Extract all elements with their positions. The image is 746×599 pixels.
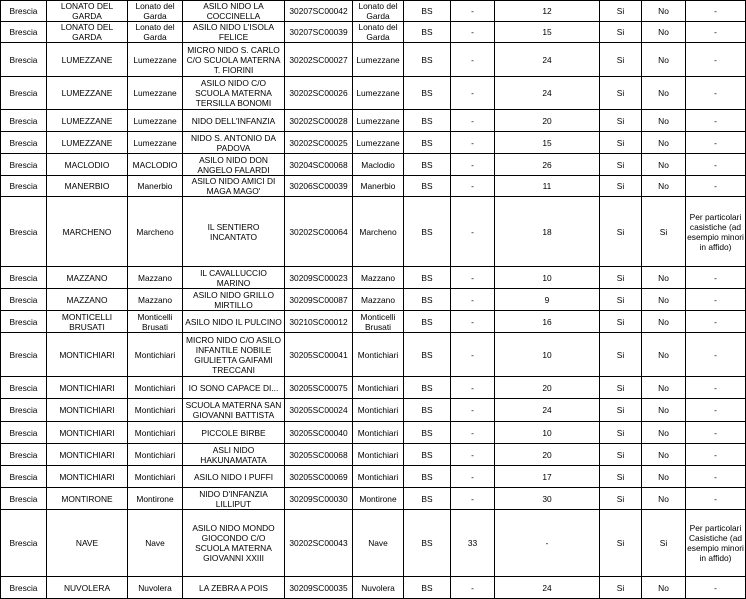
codice-cell: 30205SC00024 xyxy=(285,399,353,422)
comune-cell: LUMEZZANE xyxy=(47,43,128,77)
comune-cell: MAZZANO xyxy=(47,267,128,289)
table-row xyxy=(1,176,746,197)
provincia-code-cell: BS xyxy=(404,176,451,197)
posti-cell: 18 xyxy=(495,197,600,267)
posti-cell: 20 xyxy=(495,110,600,132)
comune-alt-cell: Lumezzane xyxy=(353,110,404,132)
comune-name-cell: Mazzano xyxy=(128,267,183,289)
provincia-code-cell: BS xyxy=(404,333,451,377)
comune-cell: MAZZANO xyxy=(47,289,128,311)
table-row xyxy=(1,399,746,422)
provincia-cell: Brescia xyxy=(1,154,47,176)
struttura-name-cell: ASILO NIDO AMICI DI MAGA MAGO' xyxy=(183,176,285,197)
col11-cell: No xyxy=(642,399,686,422)
col11-cell: No xyxy=(642,488,686,510)
provincia-cell: Brescia xyxy=(1,333,47,377)
posti-cell: 24 xyxy=(495,43,600,77)
table-row xyxy=(1,488,746,510)
col10-cell: Si xyxy=(600,510,642,577)
codice-cell: 30209SC00035 xyxy=(285,577,353,599)
col10-cell: Si xyxy=(600,43,642,77)
table-row xyxy=(1,22,746,43)
comune-name-cell: Lumezzane xyxy=(128,77,183,110)
provincia-cell: Brescia xyxy=(1,311,47,333)
posti-cell: 20 xyxy=(495,444,600,466)
note-cell: - xyxy=(686,444,746,466)
col10-cell: Si xyxy=(600,176,642,197)
provincia-cell: Brescia xyxy=(1,488,47,510)
note-cell: - xyxy=(686,154,746,176)
codice-cell: 30209SC00087 xyxy=(285,289,353,311)
comune-cell: MONTIRONE xyxy=(47,488,128,510)
table-row xyxy=(1,311,746,333)
col8-cell: - xyxy=(451,377,495,399)
col10-cell: Si xyxy=(600,399,642,422)
provincia-cell: Brescia xyxy=(1,110,47,132)
comune-alt-cell: Monticelli Brusati xyxy=(353,311,404,333)
note-cell: - xyxy=(686,22,746,43)
struttura-name-cell: ASILO NIDO I PUFFI xyxy=(183,466,285,488)
col10-cell: Si xyxy=(600,1,642,22)
struttura-name-cell: IL CAVALLUCCIO MARINO xyxy=(183,267,285,289)
comune-cell: NUVOLERA xyxy=(47,577,128,599)
comune-name-cell: Nuvolera xyxy=(128,577,183,599)
provincia-code-cell: BS xyxy=(404,577,451,599)
col8-cell: - xyxy=(451,488,495,510)
provincia-code-cell: BS xyxy=(404,377,451,399)
struttura-name-cell: IL SENTIERO INCANTATO xyxy=(183,197,285,267)
table-row xyxy=(1,77,746,110)
comune-name-cell: Montichiari xyxy=(128,333,183,377)
provincia-cell: Brescia xyxy=(1,1,47,22)
col8-cell: - xyxy=(451,333,495,377)
codice-cell: 30205SC00040 xyxy=(285,422,353,444)
col10-cell: Si xyxy=(600,444,642,466)
struttura-name-cell: NIDO DELL'INFANZIA xyxy=(183,110,285,132)
comune-alt-cell: Montichiari xyxy=(353,422,404,444)
col8-cell: - xyxy=(451,110,495,132)
note-cell: - xyxy=(686,77,746,110)
table-row xyxy=(1,197,746,267)
codice-cell: 30206SC00039 xyxy=(285,176,353,197)
col8-cell: - xyxy=(451,466,495,488)
table-row xyxy=(1,154,746,176)
comune-name-cell: Lumezzane xyxy=(128,110,183,132)
comune-cell: LUMEZZANE xyxy=(47,110,128,132)
table-row xyxy=(1,422,746,444)
comune-name-cell: Lumezzane xyxy=(128,43,183,77)
codice-cell: 30205SC00068 xyxy=(285,444,353,466)
provincia-code-cell: BS xyxy=(404,488,451,510)
posti-cell: 24 xyxy=(495,577,600,599)
col8-cell: - xyxy=(451,1,495,22)
note-cell: - xyxy=(686,466,746,488)
col8-cell: 33 xyxy=(451,510,495,577)
comune-name-cell: Manerbio xyxy=(128,176,183,197)
table-row xyxy=(1,510,746,577)
col11-cell: No xyxy=(642,43,686,77)
codice-cell: 30207SC00039 xyxy=(285,22,353,43)
provincia-cell: Brescia xyxy=(1,132,47,154)
struttura-name-cell: NIDO S. ANTONIO DA PADOVA xyxy=(183,132,285,154)
comune-name-cell: Lonato del Garda xyxy=(128,22,183,43)
comune-cell: MANERBIO xyxy=(47,176,128,197)
provincia-code-cell: BS xyxy=(404,77,451,110)
provincia-code-cell: BS xyxy=(404,510,451,577)
struttura-name-cell: ASILO NIDO C/O SCUOLA MATERNA TERSILLA BONOMI xyxy=(183,77,285,110)
comune-cell: MARCHENO xyxy=(47,197,128,267)
comune-alt-cell: Nave xyxy=(353,510,404,577)
col11-cell: No xyxy=(642,377,686,399)
comune-name-cell: Lonato del Garda xyxy=(128,1,183,22)
struttura-name-cell: MICRO NIDO S. CARLO C/O SCUOLA MATERNA T. FIORINI xyxy=(183,43,285,77)
provincia-code-cell: BS xyxy=(404,1,451,22)
col10-cell: Si xyxy=(600,377,642,399)
struttura-name-cell: ASILO NIDO DON ANGELO FALARDI xyxy=(183,154,285,176)
provincia-code-cell: BS xyxy=(404,267,451,289)
posti-cell: 10 xyxy=(495,267,600,289)
note-cell: - xyxy=(686,267,746,289)
posti-cell: 12 xyxy=(495,1,600,22)
struttura-name-cell: ASLI NIDO HAKUNAMATATA xyxy=(183,444,285,466)
comune-alt-cell: Montichiari xyxy=(353,444,404,466)
col11-cell: No xyxy=(642,176,686,197)
comune-alt-cell: Marcheno xyxy=(353,197,404,267)
provincia-code-cell: BS xyxy=(404,399,451,422)
provincia-cell: Brescia xyxy=(1,22,47,43)
comune-alt-cell: Mazzano xyxy=(353,267,404,289)
codice-cell: 30205SC00041 xyxy=(285,333,353,377)
comune-name-cell: Montichiari xyxy=(128,399,183,422)
col10-cell: Si xyxy=(600,267,642,289)
col8-cell: - xyxy=(451,289,495,311)
table-row xyxy=(1,289,746,311)
provincia-code-cell: BS xyxy=(404,22,451,43)
comune-cell: MONTICHIARI xyxy=(47,399,128,422)
table-body xyxy=(1,1,746,599)
provincia-cell: Brescia xyxy=(1,444,47,466)
comune-cell: LUMEZZANE xyxy=(47,132,128,154)
table-row xyxy=(1,1,746,22)
col11-cell: No xyxy=(642,267,686,289)
codice-cell: 30204SC00068 xyxy=(285,154,353,176)
struttura-name-cell: ASILO NIDO MONDO GIOCONDO C/O SCUOLA MATERNA GIOVANNI XXIII xyxy=(183,510,285,577)
col8-cell: - xyxy=(451,444,495,466)
posti-cell: 24 xyxy=(495,399,600,422)
note-cell: Per particolari casistiche (ad esempio minori in affido) xyxy=(686,197,746,267)
col8-cell: - xyxy=(451,399,495,422)
comune-alt-cell: Lumezzane xyxy=(353,132,404,154)
table-row xyxy=(1,110,746,132)
provincia-cell: Brescia xyxy=(1,289,47,311)
comune-alt-cell: Montichiari xyxy=(353,333,404,377)
codice-cell: 30202SC00025 xyxy=(285,132,353,154)
col11-cell: No xyxy=(642,110,686,132)
table-row xyxy=(1,43,746,77)
col11-cell: No xyxy=(642,333,686,377)
col8-cell: - xyxy=(451,176,495,197)
comune-name-cell: Nave xyxy=(128,510,183,577)
comune-alt-cell: Lonato del Garda xyxy=(353,22,404,43)
comune-alt-cell: Lumezzane xyxy=(353,43,404,77)
col8-cell: - xyxy=(451,43,495,77)
comune-cell: MONTICHIARI xyxy=(47,444,128,466)
note-cell: - xyxy=(686,422,746,444)
col8-cell: - xyxy=(451,197,495,267)
col10-cell: Si xyxy=(600,197,642,267)
posti-cell: - xyxy=(495,510,600,577)
posti-cell: 26 xyxy=(495,154,600,176)
comune-name-cell: Montirone xyxy=(128,488,183,510)
comune-alt-cell: Montichiari xyxy=(353,377,404,399)
provincia-code-cell: BS xyxy=(404,466,451,488)
note-cell: - xyxy=(686,176,746,197)
posti-cell: 15 xyxy=(495,22,600,43)
col11-cell: No xyxy=(642,444,686,466)
comune-alt-cell: Lonato del Garda xyxy=(353,1,404,22)
provincia-code-cell: BS xyxy=(404,110,451,132)
comune-name-cell: Montichiari xyxy=(128,444,183,466)
comune-cell: LONATO DEL GARDA xyxy=(47,1,128,22)
col11-cell: No xyxy=(642,77,686,110)
provincia-cell: Brescia xyxy=(1,197,47,267)
comune-cell: MACLODIO xyxy=(47,154,128,176)
col11-cell: No xyxy=(642,132,686,154)
comune-cell: MONTICELLI BRUSATI xyxy=(47,311,128,333)
struttura-name-cell: ASILO NIDO GRILLO MIRTILLO xyxy=(183,289,285,311)
note-cell: - xyxy=(686,399,746,422)
col11-cell: Si xyxy=(642,197,686,267)
note-cell: - xyxy=(686,488,746,510)
provincia-cell: Brescia xyxy=(1,577,47,599)
col8-cell: - xyxy=(451,577,495,599)
comune-cell: MONTICHIARI xyxy=(47,466,128,488)
struttura-name-cell: ASILO NIDO LA COCCINELLA xyxy=(183,1,285,22)
provincia-code-cell: BS xyxy=(404,43,451,77)
col8-cell: - xyxy=(451,154,495,176)
col10-cell: Si xyxy=(600,132,642,154)
comune-cell: LONATO DEL GARDA xyxy=(47,22,128,43)
provincia-code-cell: BS xyxy=(404,132,451,154)
codice-cell: 30209SC00030 xyxy=(285,488,353,510)
comune-name-cell: Marcheno xyxy=(128,197,183,267)
provincia-code-cell: BS xyxy=(404,444,451,466)
provincia-cell: Brescia xyxy=(1,77,47,110)
col8-cell: - xyxy=(451,77,495,110)
comune-name-cell: Mazzano xyxy=(128,289,183,311)
table-row xyxy=(1,267,746,289)
col10-cell: Si xyxy=(600,488,642,510)
codice-cell: 30207SC00042 xyxy=(285,1,353,22)
codice-cell: 30205SC00075 xyxy=(285,377,353,399)
posti-cell: 11 xyxy=(495,176,600,197)
comune-cell: NAVE xyxy=(47,510,128,577)
col11-cell: No xyxy=(642,1,686,22)
comune-name-cell: MACLODIO xyxy=(128,154,183,176)
col8-cell: - xyxy=(451,311,495,333)
col8-cell: - xyxy=(451,22,495,43)
col11-cell: Si xyxy=(642,510,686,577)
comune-name-cell: Montichiari xyxy=(128,422,183,444)
table-row xyxy=(1,132,746,154)
provincia-code-cell: BS xyxy=(404,197,451,267)
provincia-cell: Brescia xyxy=(1,422,47,444)
col10-cell: Si xyxy=(600,311,642,333)
posti-cell: 10 xyxy=(495,422,600,444)
col10-cell: Si xyxy=(600,289,642,311)
posti-cell: 9 xyxy=(495,289,600,311)
comune-alt-cell: Lumezzane xyxy=(353,77,404,110)
comune-alt-cell: Montichiari xyxy=(353,399,404,422)
struttura-name-cell: NIDO D'INFANZIA LILLIPUT xyxy=(183,488,285,510)
col10-cell: Si xyxy=(600,110,642,132)
comune-alt-cell: Montirone xyxy=(353,488,404,510)
col10-cell: Si xyxy=(600,77,642,110)
note-cell: - xyxy=(686,110,746,132)
comune-name-cell: Montichiari xyxy=(128,466,183,488)
note-cell: - xyxy=(686,311,746,333)
comune-cell: MONTICHIARI xyxy=(47,333,128,377)
struttura-name-cell: LA ZEBRA A POIS xyxy=(183,577,285,599)
codice-cell: 30209SC00023 xyxy=(285,267,353,289)
struttura-name-cell: ASILO NIDO IL PULCINO xyxy=(183,311,285,333)
provincia-code-cell: BS xyxy=(404,289,451,311)
provincia-cell: Brescia xyxy=(1,466,47,488)
provincia-code-cell: BS xyxy=(404,422,451,444)
col11-cell: No xyxy=(642,311,686,333)
provincia-code-cell: BS xyxy=(404,311,451,333)
comune-name-cell: Montichiari xyxy=(128,377,183,399)
codice-cell: 30205SC00069 xyxy=(285,466,353,488)
col11-cell: No xyxy=(642,577,686,599)
col8-cell: - xyxy=(451,422,495,444)
col11-cell: No xyxy=(642,422,686,444)
comune-alt-cell: Maclodio xyxy=(353,154,404,176)
col11-cell: No xyxy=(642,466,686,488)
note-cell: - xyxy=(686,577,746,599)
struttura-name-cell: MICRO NIDO C/O ASILO INFANTILE NOBILE GIULIETTA GAIFAMI TRECCANI xyxy=(183,333,285,377)
comune-name-cell: Lumezzane xyxy=(128,132,183,154)
note-cell: - xyxy=(686,1,746,22)
posti-cell: 16 xyxy=(495,311,600,333)
comune-alt-cell: Mazzano xyxy=(353,289,404,311)
provincia-cell: Brescia xyxy=(1,176,47,197)
posti-cell: 24 xyxy=(495,77,600,110)
table-row xyxy=(1,466,746,488)
struttura-name-cell: IO SONO CAPACE DI... xyxy=(183,377,285,399)
provincia-cell: Brescia xyxy=(1,399,47,422)
posti-cell: 20 xyxy=(495,377,600,399)
codice-cell: 30202SC00027 xyxy=(285,43,353,77)
provincia-cell: Brescia xyxy=(1,43,47,77)
struttura-name-cell: PICCOLE BIRBE xyxy=(183,422,285,444)
note-cell: - xyxy=(686,43,746,77)
table-row xyxy=(1,577,746,599)
codice-cell: 30202SC00028 xyxy=(285,110,353,132)
comune-alt-cell: Manerbio xyxy=(353,176,404,197)
posti-cell: 15 xyxy=(495,132,600,154)
col8-cell: - xyxy=(451,132,495,154)
posti-cell: 10 xyxy=(495,333,600,377)
struttura-name-cell: SCUOLA MATERNA SAN GIOVANNI BATTISTA xyxy=(183,399,285,422)
codice-cell: 30210SC00012 xyxy=(285,311,353,333)
col10-cell: Si xyxy=(600,154,642,176)
col11-cell: No xyxy=(642,154,686,176)
col10-cell: Si xyxy=(600,422,642,444)
provincia-cell: Brescia xyxy=(1,510,47,577)
comune-alt-cell: Montichiari xyxy=(353,466,404,488)
col10-cell: Si xyxy=(600,466,642,488)
col11-cell: No xyxy=(642,289,686,311)
comune-name-cell: Monticelli Brusati xyxy=(128,311,183,333)
posti-cell: 17 xyxy=(495,466,600,488)
col10-cell: Si xyxy=(600,22,642,43)
comune-cell: MONTICHIARI xyxy=(47,377,128,399)
table-row xyxy=(1,444,746,466)
col8-cell: - xyxy=(451,267,495,289)
table-row xyxy=(1,377,746,399)
note-cell: - xyxy=(686,377,746,399)
note-cell: - xyxy=(686,132,746,154)
note-cell: Per particolari Casistiche (ad esempio minori in affido) xyxy=(686,510,746,577)
posti-cell: 30 xyxy=(495,488,600,510)
provincia-cell: Brescia xyxy=(1,267,47,289)
table-row xyxy=(1,333,746,377)
col11-cell: No xyxy=(642,22,686,43)
codice-cell: 30202SC00026 xyxy=(285,77,353,110)
codice-cell: 30202SC00064 xyxy=(285,197,353,267)
provincia-cell: Brescia xyxy=(1,377,47,399)
col10-cell: Si xyxy=(600,577,642,599)
note-cell: - xyxy=(686,333,746,377)
codice-cell: 30202SC00043 xyxy=(285,510,353,577)
note-cell: - xyxy=(686,289,746,311)
comune-cell: LUMEZZANE xyxy=(47,77,128,110)
struttura-name-cell: ASILO NIDO L'ISOLA FELICE xyxy=(183,22,285,43)
comune-alt-cell: Nuvolera xyxy=(353,577,404,599)
comune-cell: MONTICHIARI xyxy=(47,422,128,444)
col10-cell: Si xyxy=(600,333,642,377)
provincia-code-cell: BS xyxy=(404,154,451,176)
